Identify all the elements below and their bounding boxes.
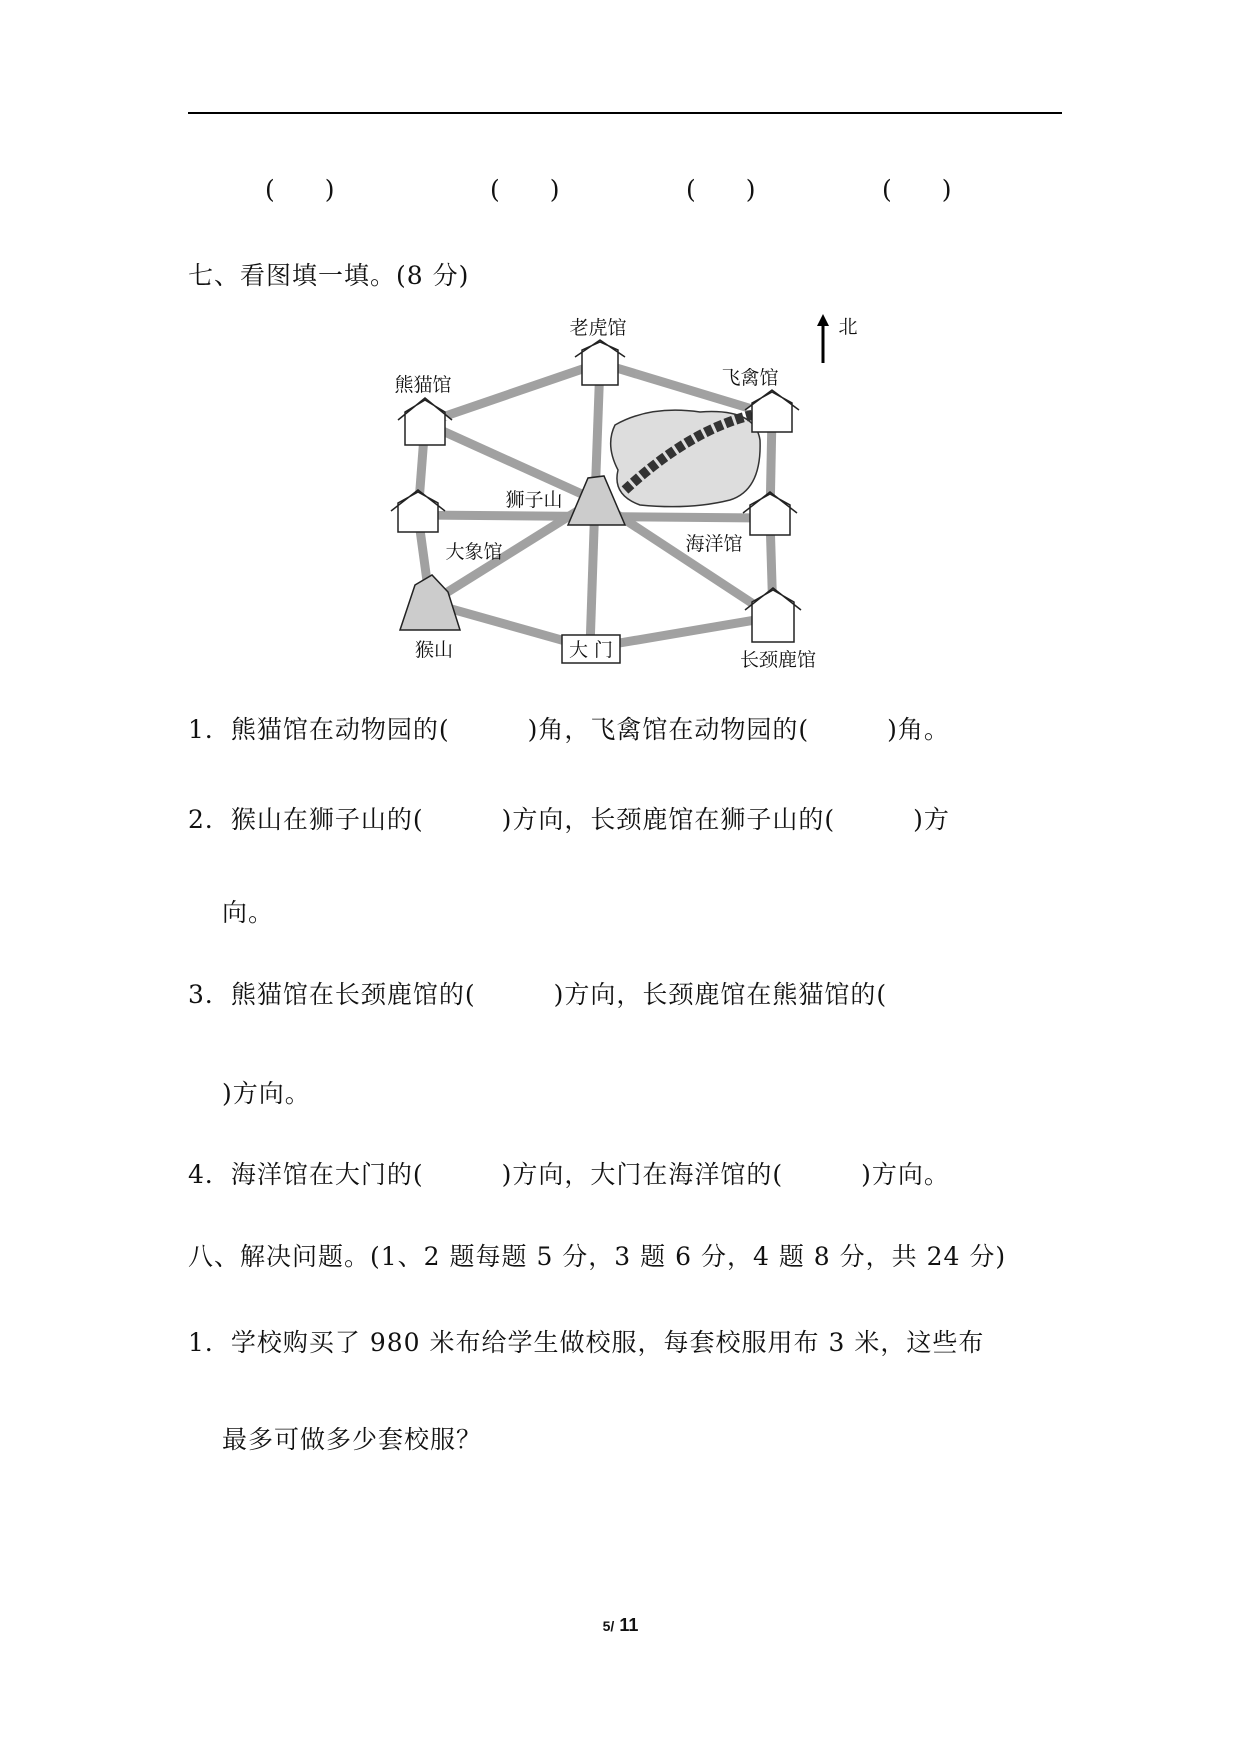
zoo-map <box>380 300 880 690</box>
lake <box>611 410 760 506</box>
blank-paren: ( ) <box>686 175 756 204</box>
problem-1: 1．学校购买了 980 米布给学生做校服，每套校服用布 3 米，这些布 <box>188 1328 985 1357</box>
place-birds: 飞禽馆 <box>721 367 779 389</box>
place-tiger: 老虎馆 <box>569 317 627 339</box>
place-giraffe: 长颈鹿馆 <box>739 649 817 671</box>
place-gate: 大 门 <box>568 639 614 661</box>
place-lion: 狮子山 <box>505 489 563 511</box>
place-monkey: 猴山 <box>414 639 454 661</box>
page-number: 5/ 11 <box>602 1615 639 1635</box>
place-panda: 熊猫馆 <box>394 374 452 396</box>
answer-line <box>188 112 1062 114</box>
blank-paren: ( ) <box>882 175 952 204</box>
place-ocean: 海洋馆 <box>685 533 743 555</box>
blank-paren: ( ) <box>265 175 335 204</box>
problem-1-cont: 最多可做多少套校服？ <box>222 1425 483 1454</box>
question-3: 3．熊猫馆在长颈鹿馆的( )方向，长颈鹿馆在熊猫馆的( <box>188 980 888 1009</box>
question-4: 4．海洋馆在大门的( )方向，大门在海洋馆的( )方向。 <box>188 1160 950 1189</box>
north-label: 北 <box>838 316 858 338</box>
question-2-cont: 向。 <box>222 898 275 927</box>
place-elephant: 大象馆 <box>445 541 503 563</box>
monkey-mountain <box>400 575 460 630</box>
section7-title: 七、看图填一填。(8 分) <box>188 261 470 290</box>
section8-title: 八、解决问题。(1、2 题每题 5 分，3 题 6 分，4 题 8 分，共 24 分) <box>188 1242 1007 1271</box>
question-2: 2．猴山在狮子山的( )方向，长颈鹿馆在狮子山的( )方 <box>188 805 950 834</box>
question-3-cont: )方向。 <box>222 1079 311 1108</box>
question-1: 1．熊猫馆在动物园的( )角，飞禽馆在动物园的( )角。 <box>188 715 950 744</box>
blank-paren: ( ) <box>490 175 560 204</box>
lion-mountain <box>568 476 625 525</box>
